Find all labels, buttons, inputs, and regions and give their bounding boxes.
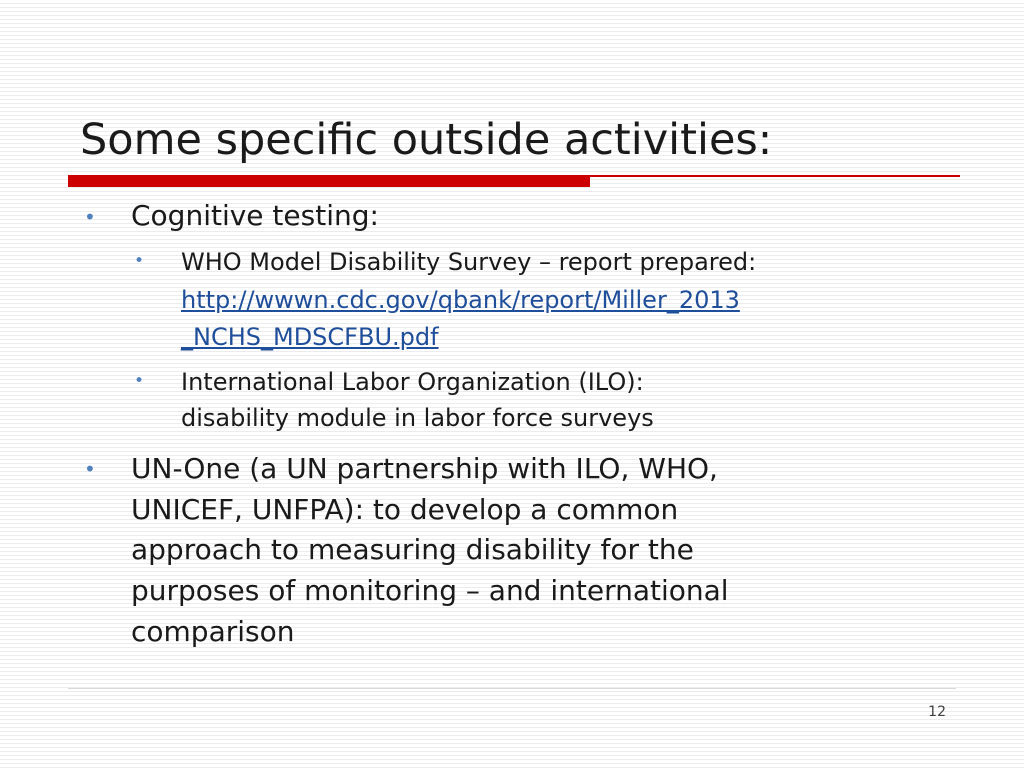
sub-bullet-who-survey: WHO Model Disability Survey – report prepared: (181, 248, 757, 276)
page-number: 12 (928, 704, 946, 720)
footer-divider (68, 688, 956, 689)
bullet-un-one-line2: UNICEF, UNFPA): to develop a common (131, 493, 679, 526)
report-link-line2[interactable]: _NCHS_MDSCFBU.pdf (181, 323, 439, 351)
sub-bullet-dot: • (134, 371, 145, 391)
bullet-un-one-line1: UN-One (a UN partnership with ILO, WHO, (131, 452, 718, 485)
bullet-dot: • (84, 457, 96, 481)
report-link-line1[interactable]: http://wwwn.cdc.gov/qbank/report/Miller_2013 (181, 286, 740, 314)
sub-bullet-dot: • (134, 251, 145, 271)
bullet-un-one-line5: comparison (131, 615, 295, 648)
sub-bullet-ilo-line1: International Labor Organization (ILO): (181, 368, 644, 396)
bullet-dot: • (84, 205, 96, 229)
bullet-cognitive-testing: Cognitive testing: (131, 199, 379, 232)
sub-bullet-ilo-line2: disability module in labor force surveys (181, 404, 654, 432)
bullet-un-one-line4: purposes of monitoring – and international (131, 574, 729, 607)
title-underline-thin (590, 175, 960, 177)
slide-title: Some specific outside activities: (80, 115, 773, 165)
title-underline-thick (68, 175, 590, 187)
bullet-un-one-line3: approach to measuring disability for the (131, 533, 694, 566)
